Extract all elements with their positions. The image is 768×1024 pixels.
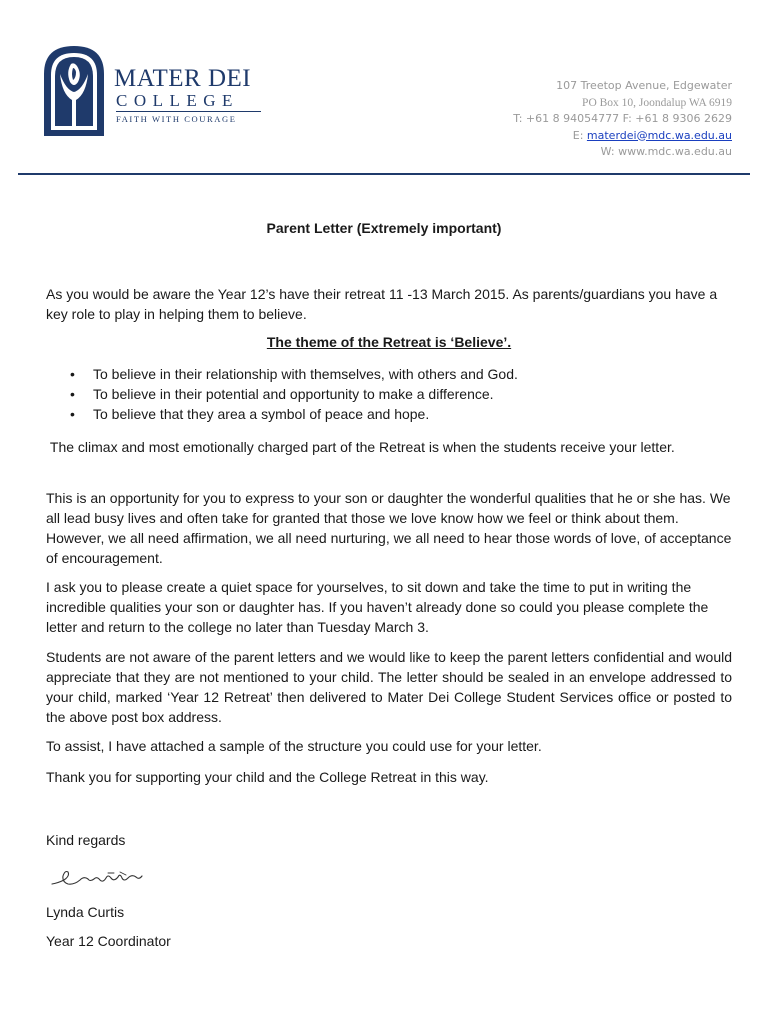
- thanks-paragraph: Thank you for supporting your child and the College Retreat in this way.: [46, 769, 489, 785]
- web-line: W: www.mdc.wa.edu.au: [600, 145, 732, 158]
- list-item-text: To believe in their potential and opportunity to make a difference.: [93, 386, 494, 402]
- signatory-name: Lynda Curtis: [46, 904, 125, 920]
- theme-heading: The theme of the Retreat is ‘Believe’.: [266, 334, 512, 350]
- college-wordmark: [114, 66, 261, 124]
- list-item-text: To believe in their relationship with themselves, with others and God.: [93, 366, 518, 382]
- signatory-role: Year 12 Coordinator: [46, 933, 171, 949]
- list-item-text: To believe that they area a symbol of peace and hope.: [93, 406, 430, 422]
- intro-paragraph: As you would be aware the Year 12’s have their retreat 11 -13 March 2015. As parents/guardians you have a key role to play in helping them to believe.: [46, 286, 718, 322]
- letter-title: Parent Letter (Extremely important): [266, 220, 502, 236]
- email-prefix: E:: [572, 128, 587, 142]
- opportunity-paragraph: This is an opportunity for you to express to your son or daughter the wonderful qualities that he or she has. We all lead busy lives and often take for granted that those we love know how we feel or think about them. However, we all need affirmation, we all need nurturing, we all need to hear those words of love, of acceptance of encouragement.: [46, 490, 732, 566]
- contact-block: [513, 78, 732, 161]
- email-link[interactable]: materdei@mdc.wa.edu.au: [586, 128, 732, 142]
- letterhead: [0, 0, 768, 180]
- college-word: COLLEGE: [116, 91, 239, 110]
- closing-salutation: Kind regards: [46, 832, 126, 848]
- confidential-paragraph: Students are not aware of the parent letters and we would like to keep the parent letters confidential and would appreciate that they are not mentioned to your child. The letter should be sealed in an envelope addressed to your child, marked ‘Year 12 Retreat’ then delivered to Mater Dei College Student Services office or posted to the above post box address.: [46, 649, 732, 725]
- assist-paragraph: To assist, I have attached a sample of the structure you could use for your letter.: [46, 738, 542, 754]
- climax-paragraph: The climax and most emotionally charged part of the Retreat is when the students receive your letter.: [46, 439, 675, 455]
- wordmark-divider: [116, 111, 261, 112]
- bullet-icon: •: [70, 386, 75, 402]
- belief-list: [46, 364, 732, 424]
- header-divider: [18, 173, 750, 175]
- bullet-icon: •: [70, 366, 75, 382]
- request-paragraph: I ask you to please create a quiet space for yourselves, to sit down and take the time to put in writing the incredible qualities your son or daughter has. If you haven’t already done so could you please complete the letter and return to the college no later than Tuesday March 3.: [46, 579, 709, 635]
- address-line-2: PO Box 10, Joondalup WA 6919: [582, 96, 732, 109]
- address-line-1: 107 Treetop Avenue, Edgewater: [556, 79, 732, 92]
- phone-fax-line: T: +61 8 94054777 F: +61 8 9306 2629: [513, 112, 732, 125]
- handwritten-signature: [48, 864, 148, 890]
- list-item: [46, 404, 732, 424]
- college-name: MATER DEI: [114, 65, 252, 92]
- college-motto: FAITH WITH COURAGE: [116, 114, 237, 124]
- list-item: [46, 364, 732, 384]
- bullet-icon: •: [70, 406, 75, 422]
- college-crest-logo: [42, 44, 106, 136]
- list-item: [46, 384, 732, 404]
- email-line: [513, 128, 732, 145]
